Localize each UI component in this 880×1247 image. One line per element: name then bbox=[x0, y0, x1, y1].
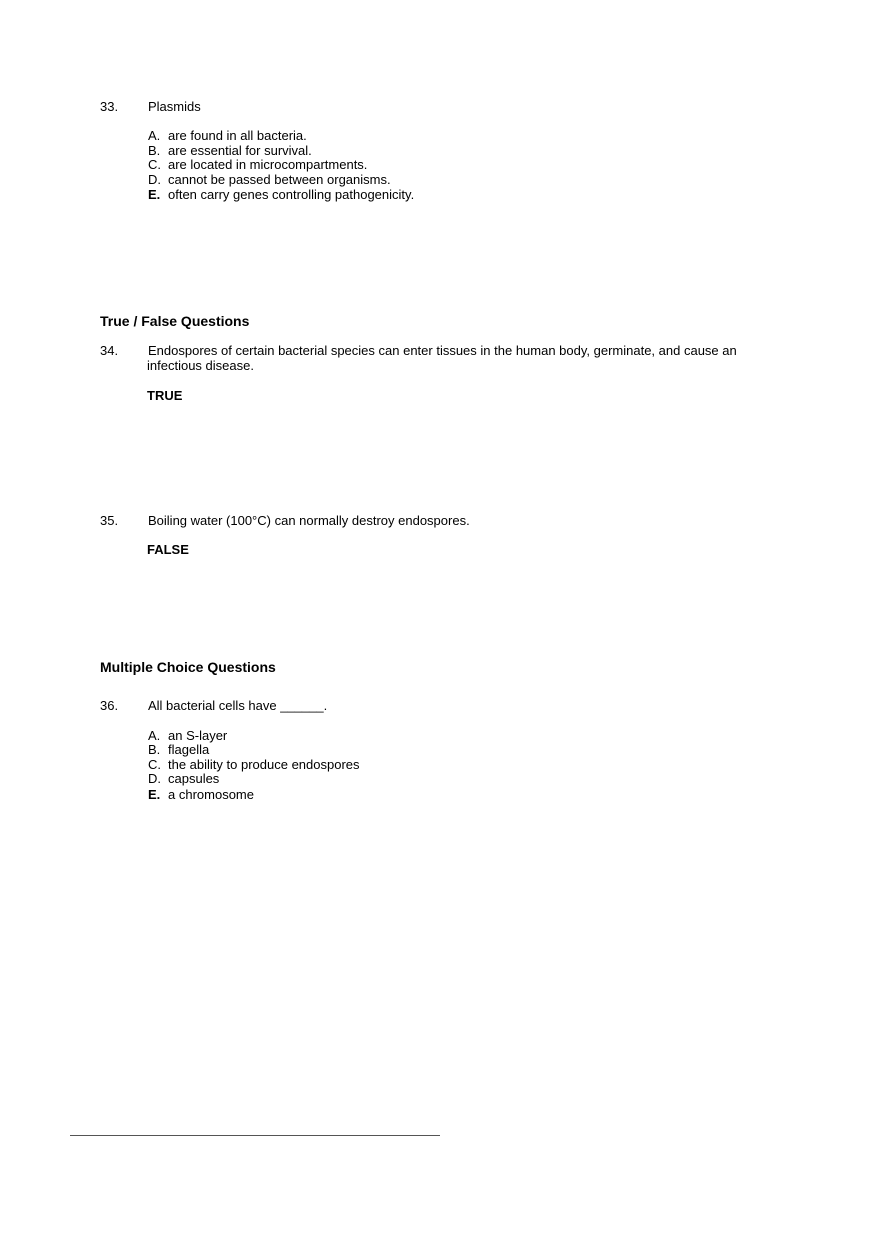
option-text: a chromosome bbox=[168, 787, 254, 802]
multiple-choice-section-title: Multiple Choice Questions bbox=[100, 659, 276, 675]
question-33-option-c bbox=[148, 157, 367, 172]
option-letter: E. bbox=[148, 187, 161, 202]
question-36-option-d bbox=[148, 771, 219, 786]
question-33-option-a bbox=[148, 128, 307, 143]
question-35-answer: FALSE bbox=[147, 542, 189, 557]
option-text: cannot be passed between organisms. bbox=[168, 172, 391, 187]
question-36-option-a bbox=[148, 728, 227, 743]
true-false-section-title: True / False Questions bbox=[100, 313, 250, 329]
option-letter: A. bbox=[148, 728, 161, 743]
question-33-option-b bbox=[148, 143, 312, 158]
option-text: are located in microcompartments. bbox=[168, 157, 368, 172]
question-34-text-line-1: Endospores of certain bacterial species can enter tissues in the human body, germinate, and cause an bbox=[148, 343, 737, 358]
option-text: an S-layer bbox=[168, 728, 228, 743]
question-33-text: Plasmids bbox=[148, 99, 201, 114]
option-letter: C. bbox=[148, 157, 161, 172]
question-36-option-c bbox=[148, 757, 360, 772]
option-text: are essential for survival. bbox=[168, 143, 312, 158]
option-letter: C. bbox=[148, 757, 161, 772]
option-letter: B. bbox=[148, 143, 161, 158]
question-34-answer: TRUE bbox=[147, 388, 183, 403]
option-letter: A. bbox=[148, 128, 161, 143]
question-33-option-d bbox=[148, 172, 391, 187]
question-35-number: 35. bbox=[100, 513, 119, 528]
question-35-text: Boiling water (100°C) can normally destroy endospores. bbox=[148, 513, 470, 528]
option-letter: D. bbox=[148, 172, 161, 187]
question-36-option-e bbox=[148, 787, 254, 802]
question-36-number: 36. bbox=[100, 698, 119, 713]
question-33-number: 33. bbox=[100, 99, 119, 114]
option-letter: B. bbox=[148, 742, 161, 757]
option-text: often carry genes controlling pathogenicity. bbox=[168, 187, 415, 202]
option-text: the ability to produce endospores bbox=[168, 757, 360, 772]
footer-divider bbox=[70, 1135, 440, 1136]
option-text: are found in all bacteria. bbox=[168, 128, 307, 143]
question-36-option-b bbox=[148, 742, 209, 757]
question-36-text: All bacterial cells have ______. bbox=[148, 698, 328, 713]
question-34-number: 34. bbox=[100, 343, 119, 358]
option-text: capsules bbox=[168, 771, 220, 786]
option-letter: D. bbox=[148, 771, 161, 786]
option-letter: E. bbox=[148, 787, 161, 802]
question-33-option-e bbox=[148, 187, 414, 202]
option-text: flagella bbox=[168, 742, 210, 757]
question-34-text-line-2: infectious disease. bbox=[147, 358, 254, 373]
